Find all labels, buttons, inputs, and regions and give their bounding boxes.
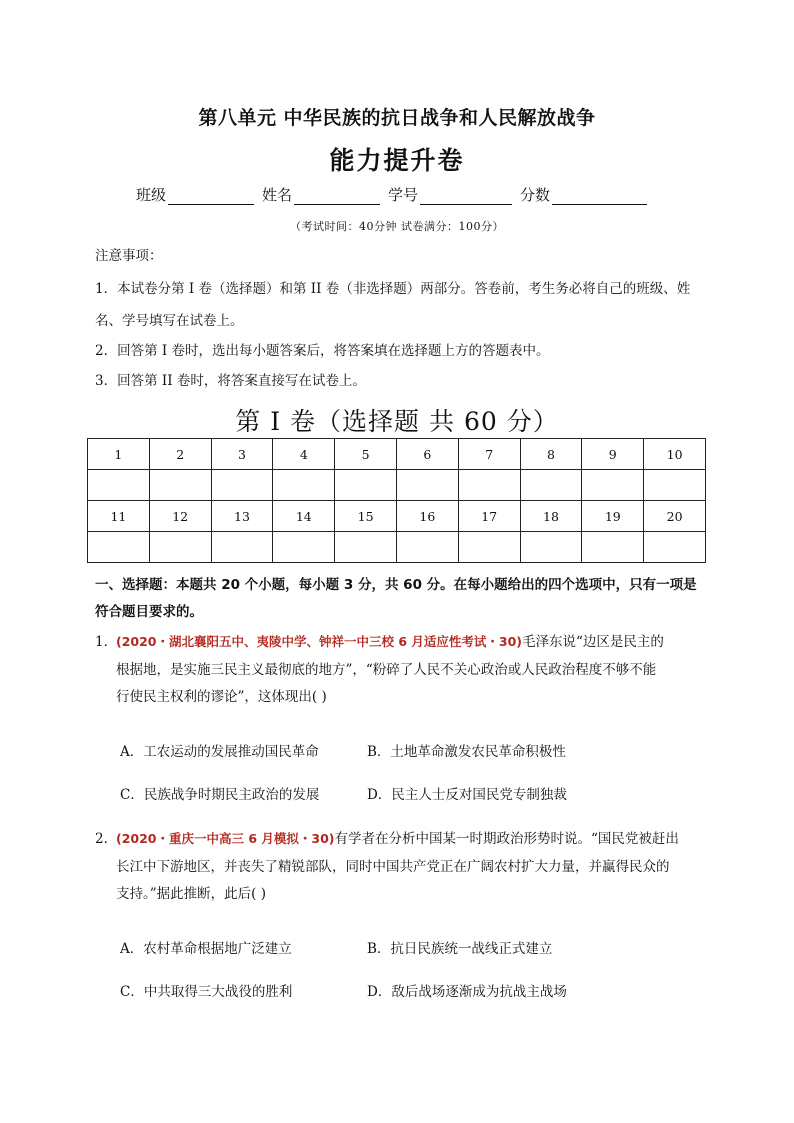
name-field [262,184,380,205]
answer-number-cell: 3 [211,439,273,470]
answer-blank-cell[interactable] [396,532,458,563]
id-blank[interactable] [420,188,512,205]
answer-number-cell: 4 [273,439,335,470]
answer-blank-cell[interactable] [396,470,458,501]
answer-blank-cell[interactable] [644,532,706,563]
answer-blank-cell[interactable] [458,532,520,563]
answer-number-cell: 10 [644,439,706,470]
question-stem-line [95,629,705,657]
answer-number-cell: 1 [88,439,150,470]
answer-number-row [88,501,706,532]
class-label: 班级 [136,186,167,204]
option-d[interactable]: D．敌后战场逐渐成为抗战主战场 [367,983,567,1000]
question-source: (2020・重庆一中高三 6 月模拟・30) [116,831,335,846]
answer-table [87,438,706,563]
question-stem: 有学者在分析中国某一时期政治形势时说。“国民党被赶出 [334,831,679,847]
section-title: 第 I 卷（选择题 共 60 分） [235,407,559,436]
instructions-line: 符合题目要求的。 [95,604,203,620]
note-item: 2．回答第 I 卷时，选出每小题答案后，将答案填在选择题上方的答题表中。 [95,343,550,359]
note-item: 3．回答第 II 卷时，将答案直接写在试卷上。 [95,373,366,389]
answer-number-cell: 19 [582,501,644,532]
unit-title: 第八单元 中华民族的抗日战争和人民解放战争 [198,107,596,129]
answer-number-cell: 11 [88,501,150,532]
paper-title: 能力提升卷 [329,146,465,175]
question-source: (2020・湖北襄阳五中、夷陵中学、钟祥一中三校 6 月适应性考试・30) [116,634,523,649]
answer-number-cell: 8 [520,439,582,470]
answer-number-cell: 9 [582,439,644,470]
answer-blank-cell[interactable] [335,470,397,501]
option-c[interactable]: C．民族战争时期民主政治的发展 [120,786,320,803]
question-2 [95,826,705,909]
answer-blank-cell[interactable] [149,470,211,501]
question-stem: 毛泽东说“边区是民主的 [522,634,664,650]
answer-blank-cell[interactable] [211,532,273,563]
answer-number-cell: 17 [458,501,520,532]
exam-meta: （考试时间：40分钟 试卷满分：100分） [290,220,504,233]
answer-blank-row [88,470,706,501]
answer-number-cell: 12 [149,501,211,532]
answer-blank-cell[interactable] [520,532,582,563]
question-stem-line: 长江中下游地区，并丧失了精锐部队，同时中国共产党正在广阔农村扩大力量，并赢得民众的 [116,858,670,875]
question-number: 2． [95,831,118,847]
question-stem-line [95,826,705,854]
option-b[interactable]: B．抗日民族统一战线正式建立 [367,940,553,957]
answer-blank-cell[interactable] [211,470,273,501]
question-stem-line: 根据地，是实施三民主义最彻底的地方”，“粉碎了人民不关心政治或人民政治程度不够不能 [116,661,657,678]
answer-blank-cell[interactable] [582,470,644,501]
answer-number-cell: 13 [211,501,273,532]
question-stem-line: 支持。”据此推断，此后( ) [116,886,266,903]
question-2-options [120,925,680,1011]
answer-number-cell: 6 [396,439,458,470]
notes-heading: 注意事项： [95,248,163,264]
option-a[interactable]: A．农村革命根据地广泛建立 [120,940,292,957]
answer-blank-cell[interactable] [644,470,706,501]
id-label: 学号 [388,186,419,204]
question-number: 1． [95,634,118,650]
answer-blank-cell[interactable] [582,532,644,563]
id-field [388,184,512,205]
answer-number-cell: 2 [149,439,211,470]
answer-blank-cell[interactable] [88,470,150,501]
option-b[interactable]: B．土地革命激发农民革命积极性 [367,743,566,760]
score-blank[interactable] [552,188,647,205]
answer-blank-cell[interactable] [273,470,335,501]
note-item: 1．本试卷分第 I 卷（选择题）和第 II 卷（非选择题）两部分。答卷前，考生务必将自己的班级、姓 [95,281,691,297]
answer-number-cell: 15 [335,501,397,532]
answer-number-cell: 14 [273,501,335,532]
answer-blank-cell[interactable] [335,532,397,563]
answer-blank-cell[interactable] [520,470,582,501]
student-info-line [136,184,655,205]
answer-number-cell: 16 [396,501,458,532]
answer-blank-cell[interactable] [458,470,520,501]
answer-blank-cell[interactable] [88,532,150,563]
answer-blank-cell[interactable] [149,532,211,563]
answer-number-cell: 18 [520,501,582,532]
class-blank[interactable] [168,188,254,205]
score-label: 分数 [520,186,551,204]
note-item: 名、学号填写在试卷上。 [95,313,244,329]
instructions-line: 一、选择题：本题共 20 个小题，每小题 3 分，共 60 分。在每小题给出的四个选项中，只有一项是 [95,577,697,593]
class-field [136,184,254,205]
score-field [520,184,647,205]
answer-number-row [88,439,706,470]
option-a[interactable]: A．工农运动的发展推动国民革命 [120,743,319,760]
option-d[interactable]: D．民主人士反对国民党专制独裁 [367,786,567,803]
question-stem-line: 行使民主权利的谬论”，这体现出( ) [116,689,327,706]
answer-number-cell: 7 [458,439,520,470]
answer-blank-cell[interactable] [273,532,335,563]
answer-blank-row [88,532,706,563]
question-1 [95,629,705,712]
name-blank[interactable] [294,188,380,205]
question-1-options [120,728,680,814]
answer-number-cell: 20 [644,501,706,532]
name-label: 姓名 [262,186,293,204]
answer-number-cell: 5 [335,439,397,470]
option-c[interactable]: C．中共取得三大战役的胜利 [120,983,293,1000]
section-instructions [95,572,710,626]
